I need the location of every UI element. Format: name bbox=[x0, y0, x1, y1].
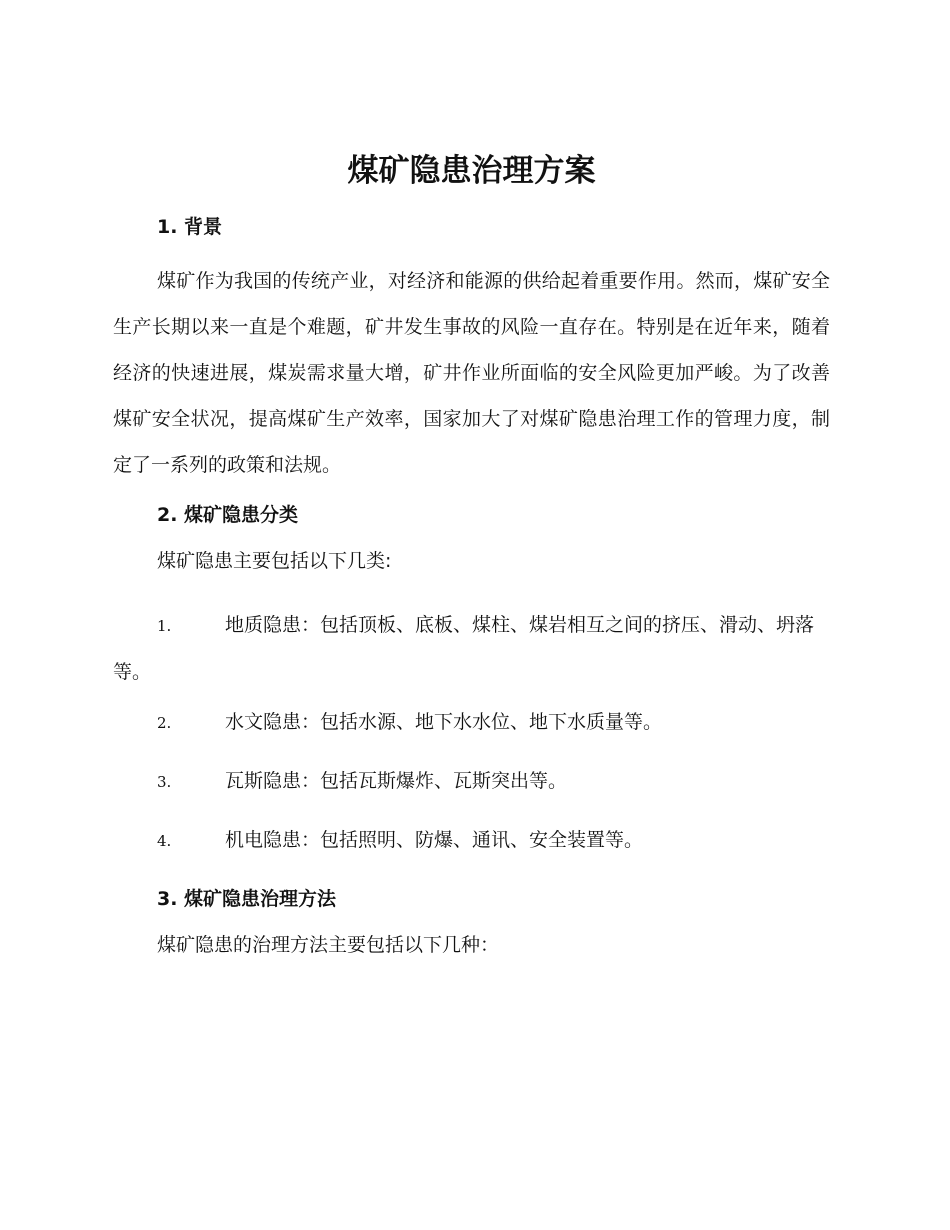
list-item-number: 4. bbox=[157, 832, 172, 850]
section-heading-treatment-methods: 3. 煤矿隐患治理方法 bbox=[157, 888, 337, 910]
list-item-text: 水文隐患：包括水源、地下水水位、地下水质量等。 bbox=[225, 711, 663, 733]
classification-intro: 煤矿隐患主要包括以下几类: bbox=[157, 550, 392, 572]
list-item bbox=[113, 825, 830, 856]
list-item-text: 机电隐患：包括照明、防爆、通讯、安全装置等。 bbox=[225, 829, 644, 851]
document-title: 煤矿隐患治理方案 bbox=[347, 153, 596, 189]
list-item-text: 瓦斯隐患：包括瓦斯爆炸、瓦斯突出等。 bbox=[225, 770, 568, 792]
list-item-number: 1. bbox=[157, 617, 172, 635]
treatment-methods-intro: 煤矿隐患的治理方法主要包括以下几种： bbox=[157, 934, 500, 956]
list-item-text: 地质隐患：包括顶板、底板、煤柱、煤岩相互之间的挤压、滑动、坍落等。 bbox=[113, 614, 815, 683]
list-item-number: 3. bbox=[157, 773, 172, 791]
section-heading-background: 1. 背景 bbox=[157, 216, 223, 238]
list-item bbox=[113, 602, 830, 695]
section-heading-hazard-classification: 2. 煤矿隐患分类 bbox=[157, 504, 299, 526]
list-item bbox=[113, 707, 830, 738]
background-paragraph: 煤矿作为我国的传统产业，对经济和能源的供给起着重要作用。然而，煤矿安全生产长期以来一直是个难题，矿井发生事故的风险一直存在。特别是在近年来，随着经济的快速进展，煤炭需求量大增，矿井作业所面临的安全风险更加严峻。为了改善煤矿安全状况，提高煤矿生产效率，国家加大了对煤矿隐患治理工作的管理力度，制定了一系列的政策和法规。 bbox=[113, 270, 830, 476]
list-item-number: 2. bbox=[157, 714, 172, 732]
list-item bbox=[113, 766, 830, 797]
